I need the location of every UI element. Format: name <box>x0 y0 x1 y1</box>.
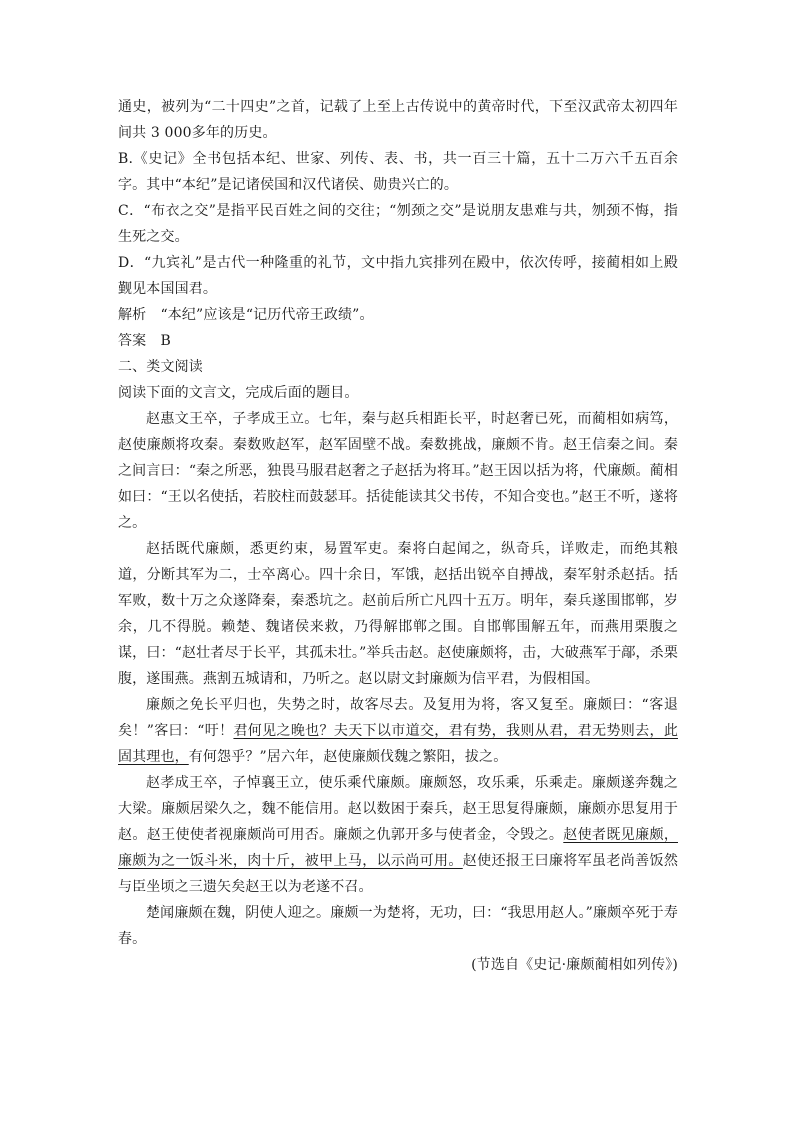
paragraph-4-text-a: 赵孝成王卒，子悼襄王立，使乐乘代廉颇。廉颇怒，攻乐乘，乐乘走。廉颇遂奔魏之大梁。廉颇居梁久之，魏不能信用。赵以数困于秦兵，赵王思复得廉颇，廉颇亦思复用于赵。赵王使使者视廉颇尚可用否。廉颇之仇郭开多与使者金，令毁之。 <box>118 775 678 843</box>
passage-paragraph-1: 赵惠文王卒，子孝成王立。七年，秦与赵兵相距长平，时赵奢已死，而蔺相如病笃，赵使廉颇将攻秦。秦数败赵军，赵军固壁不战。秦数挑战，廉颇不肯。赵王信秦之间。秦之间言曰：“秦之所恶，独畏马服君赵奢之子赵括为将耳。”赵王因以括为将，代廉颇。蔺相如曰：“王以名使括，若胶柱而鼓瑟耳。括徒能读其父书传，不知合变也。”赵王不听，遂将之。 <box>118 411 678 531</box>
analysis-text: 解析 “本纪”应该是“记历代帝王政绩”。 <box>118 307 374 323</box>
section-title: 二、类文阅读 <box>118 359 203 375</box>
source-citation: (节选自《史记·廉颇蔺相如列传》) <box>471 957 678 973</box>
passage-paragraph-3 <box>118 692 678 770</box>
instruction-text: 阅读下面的文言文，完成后面的题目。 <box>118 385 359 401</box>
passage-paragraph-5: 楚闻廉颇在魏，阴使人迎之。廉颇一为楚将，无功，曰：“我思用赵人。”廉颇卒死于寿春。 <box>118 905 678 947</box>
passage-paragraph-4 <box>118 770 678 900</box>
underlined-sentence-2: 赵使者既见廉颇，廉颇为之一饭斗米，肉十斤，被甲上马，以示尚可用。 <box>118 827 678 869</box>
option-d: D．“九宾礼”是古代一种隆重的礼节，文中指九宾排列在殿中，依次传呼，接蔺相如上殿觐见本国国君。 <box>118 255 678 297</box>
passage-paragraph-2: 赵括既代廉颇，悉更约束，易置军吏。秦将白起闻之，纵奇兵，详败走，而绝其粮道，分断其军为二，士卒离心。四十余日，军饿，赵括出锐卒自搏战，秦军射杀赵括。括军败，数十万之众遂降秦，秦悉坑之。赵前后所亡凡四十五万。明年，秦兵遂围邯郸，岁余，几不得脱。赖楚、魏诸侯来救，乃得解邯郸之围。自邯郸围解五年，而燕用栗腹之谋，曰：“赵壮者尽于长平，其孤未壮。”举兵击赵。赵使廉颇将，击，大破燕军于鄗，杀栗腹，遂围燕。燕割五城请和，乃听之。赵以尉文封廉颇为信平君，为假相国。 <box>118 541 678 687</box>
paragraph-3-text-a: 廉颇之免长平归也，失势之时，故客尽去。及复用为将，客又复至。廉颇曰：“客退矣！”客曰：“吁！ <box>118 697 678 739</box>
option-b: B.《史记》全书包括本纪、世家、列传、表、书，共一百三十篇，五十二万六千五百余字。其中“本纪”是记诸侯国和汉代诸侯、勋贵兴亡的。 <box>118 151 678 193</box>
paragraph-3-text-b: 有何怨乎？”居六年，赵使廉颇伐魏之繁阳，拔之。 <box>188 749 508 765</box>
option-c: C．“布衣之交”是指平民百姓之间的交往；“刎颈之交”是说朋友患难与共，刎颈不悔，指生死之交。 <box>118 203 678 245</box>
paragraph-4-text-b: 赵使还报王曰廉将军虽老尚善饭然与臣坐顷之三遗矢矣赵王以为老遂不召。 <box>118 853 678 895</box>
underlined-sentence-1: 君何见之晚也？夫天下以市道交，君有势，我则从君，君无势则去，此固其理也， <box>118 723 678 765</box>
document-page <box>118 94 678 978</box>
answer-text: 答案 B <box>118 333 171 349</box>
intro-text: 通史，被列为“二十四史”之首，记载了上至上古传说中的黄帝时代，下至汉武帝太初四年间共 3 000多年的历史。 <box>118 99 678 141</box>
